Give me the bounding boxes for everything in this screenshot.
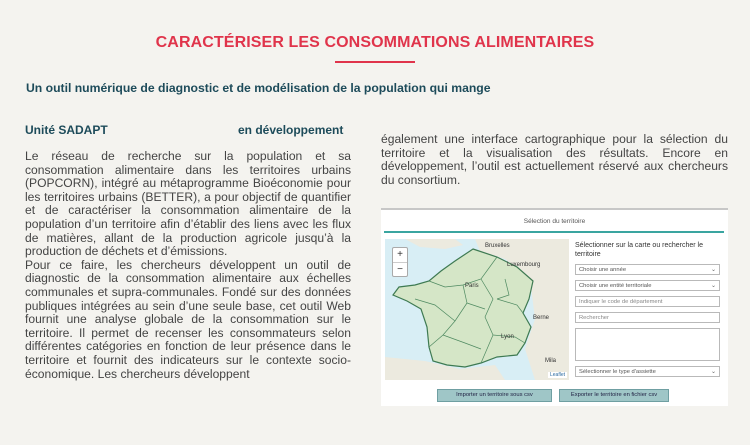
plate-type-select[interactable]	[575, 366, 720, 377]
export-csv-button[interactable]: Exporter le territoire en fichier csv	[559, 389, 669, 402]
year-select[interactable]	[575, 264, 720, 275]
paragraph-2: Pour ce faire, les chercheurs développent un outil de diagnostic de la consommation alimentaire aux échelles communales et supra-communales. Fondé sur des données publiques intégrées au sein d’une seule base, cet outil Web fournit une analyse globale de la consommation sur le territoire. Il permet de recenser les consommateurs selon différentes catégories en fonction de leur présence dans le territoire et fournit des indicateurs sur le contexte socio-économique. Les chercheurs développent	[25, 257, 351, 381]
tool-screenshot	[381, 208, 728, 406]
zoom-out-button[interactable]: −	[397, 264, 403, 275]
status-label: en développement	[238, 123, 344, 137]
map-attribution[interactable]: Leaflet	[549, 372, 565, 378]
import-csv-button[interactable]: Importer un territoire sous csv	[437, 389, 552, 402]
territory-map[interactable]	[385, 239, 569, 380]
map-label-luxembourg: Luxembourg	[507, 262, 541, 268]
search-input-placeholder: Rechercher	[579, 315, 609, 321]
title-underline	[335, 61, 415, 63]
page-title: CARACTÉRISER LES CONSOMMATIONS ALIMENTAIRES	[155, 34, 595, 51]
map-label-milan: Mila	[545, 358, 557, 364]
year-select-value: Choisir une année	[579, 267, 627, 273]
map-label-paris: Paris	[465, 283, 479, 289]
screenshot-divider	[384, 231, 724, 233]
zoom-in-button[interactable]: +	[393, 248, 407, 263]
map-label-brussels: Bruxelles	[485, 243, 510, 249]
screenshot-top-border	[381, 208, 728, 210]
selection-results-box[interactable]	[575, 328, 720, 361]
department-input[interactable]	[575, 296, 720, 307]
plate-type-select-value: Sélectionner le type d'assiette	[579, 369, 656, 375]
page-subtitle: Un outil numérique de diagnostic et de modélisation de la population qui mange	[26, 81, 491, 95]
search-input[interactable]	[575, 312, 720, 323]
map-label-bern: Berne	[533, 315, 550, 321]
department-input-placeholder: Indiquer le code de département	[579, 299, 663, 305]
unit-label: Unité SADAPT	[25, 123, 108, 137]
paragraph-1: Le réseau de recherche sur la population et sa consommation alimentaire dans les territoires urbains (POPCORN), intégré au métaprogramme Bioéconomie pour les territoires urbains (BETTER), a pour objectif de quantifier et de caractériser la consommation alimentaire de la population d’un territoire afin d’établir des liens avec les flux de matières, allant de la production agricole jusqu’à la production de déchets et d’émissions.	[25, 149, 351, 259]
chevron-down-icon: ⌄	[710, 267, 716, 273]
entity-select[interactable]	[575, 280, 720, 291]
chevron-down-icon: ⌄	[710, 369, 716, 375]
screenshot-title: Sélection du territoire	[523, 218, 586, 225]
selection-instruction: Sélectionner sur la carte ou rechercher le territoire	[575, 242, 704, 258]
zoom-control	[392, 247, 408, 277]
france-map	[385, 239, 569, 380]
entity-select-value: Choisir une entité territoriale	[579, 283, 652, 289]
text-column-left	[25, 150, 351, 381]
paragraph-3: également une interface cartographique pour la sélection du territoire et la visualisation des résultats. Encore en développement, l’outil est actuellement réservé aux chercheurs du consortium.	[381, 132, 728, 187]
map-label-lyon: Lyon	[501, 334, 514, 340]
chevron-down-icon: ⌄	[710, 283, 716, 289]
text-column-right	[381, 133, 728, 187]
